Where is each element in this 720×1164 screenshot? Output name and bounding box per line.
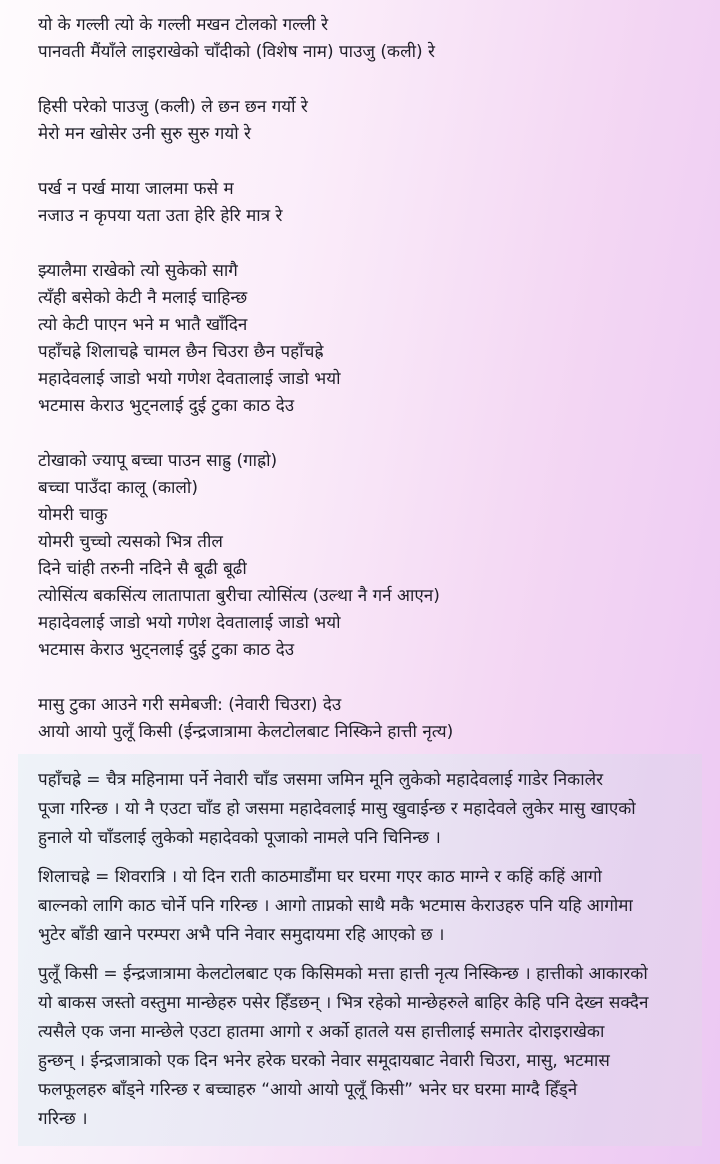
lyric-line: त्यो केटी पाएन भने म भातै खाँदिन (38, 315, 248, 335)
lyric-stanza (38, 12, 690, 66)
lyric-line: बच्चा पाउँदा कालू (कालो) (38, 478, 198, 498)
lyric-line: हिसी परेको पाउजु (कली) ले छन छन गर्यो रे (38, 97, 308, 117)
note-line: पुलूँ किसी = ईन्द्रजात्रामा केलटोलबाट एक किसिमको मत्ता हात्ती नृत्य निस्किन्छ । हात्तीको आकारको (38, 964, 648, 984)
lyric-line: त्योसिंत्य बकसिंत्य लातापाता बुरीचा त्योसिंत्य (उल्था नै गर्न आएन) (38, 586, 440, 606)
lyric-line: महादेवलाई जाडो भयो गणेश देवतालाई जाडो भयो (38, 369, 341, 389)
note-paragraph (38, 766, 684, 853)
note-line: त्यसैले एक जना मान्छेले एउटा हातमा आगो र अर्को हातले यस हात्तीलाई समातेर दोराइराखेका (38, 1022, 605, 1042)
lyric-line: त्यँही बसेको केटी नै मलाई चाहिन्छ (38, 288, 248, 308)
lyric-stanza (38, 258, 690, 420)
note-line: हुनाले यो चाँडलाई लुकेको महादेवको पूजाको नामले पनि चिनिन्छ । (38, 828, 441, 848)
note-line: भुटेर बाँडी खाने परम्परा अभै पनि नेवार समुदायमा रहि आएको छ । (38, 925, 445, 945)
note-line: शिलाचह्रे = शिवरात्रि । यो दिन राती काठमाडौंमा घर घरमा गएर काठ माग्ने र कहिं कहिं आगो (38, 867, 602, 887)
lyric-line: योमरी चुच्चो त्यसको भित्र तील (38, 532, 223, 552)
lyric-line: आयो आयो पुलूँ किसी (ईन्द्रजात्रामा केलटोलबाट निस्किने हात्ती नृत्य) (38, 722, 454, 742)
note-line: पूजा गरिन्छ । यो नै एउटा चाँड हो जसमा महादेवलाई मासु खुवाईन्छ र महादेवले लुकेर मासु खाएको (38, 799, 636, 819)
lyric-line: टोखाको ज्यापू बच्चा पाउन साह्रु (गाह्रो) (38, 451, 278, 471)
note-paragraph (38, 960, 684, 1134)
lyric-line: योमरी चाकु (38, 505, 108, 525)
note-line: यो बाकस जस्तो वस्तुमा मान्छेहरु पसेर हिँडछन् । भित्र रहेको मान्छेहरुले बाहिर केहि पनि देख्न सक्दैन (38, 993, 649, 1013)
note-line: फलफूलहरु बाँड्ने गरिन्छ र बच्चाहरु “आयो आयो पूलूँ किसी” भनेर घर घरमा माग्दै हिँड्ने (38, 1080, 578, 1100)
lyric-stanza (38, 448, 690, 664)
lyric-line: पानवती मैंयाँले लाइराखेको चाँदीको (विशेष नाम) पाउजु (कली) रे (38, 42, 436, 62)
lyric-line: मेरो मन खोसेर उनी सुरु सुरु गयो रे (38, 124, 251, 144)
lyric-line: दिने चांही तरुनी नदिने सै बूढी बूढी (38, 559, 247, 579)
lyric-line: मासु टुका आउने गरी समेबजी: (नेवारी चिउरा) देउ (38, 695, 342, 715)
note-line: हुन्छन् । ईन्द्रजात्राको एक दिन भनेर हरेक घरको नेवार समूदायबाट नेवारी चिउरा, मासु, भटमास (38, 1051, 610, 1071)
lyrics-section (38, 12, 690, 774)
note-paragraph (38, 863, 684, 950)
lyric-stanza (38, 94, 690, 148)
lyric-line: पहाँचह्रे शिलाचह्रे चामल छैन चिउरा छैन पहाँचह्रे (38, 342, 324, 362)
lyric-stanza (38, 692, 690, 746)
lyric-line: भटमास केराउ भुट्नलाई दुई टुका काठ देउ (38, 640, 295, 660)
notes-box (18, 754, 702, 1146)
lyric-line: महादेवलाई जाडो भयो गणेश देवतालाई जाडो भयो (38, 613, 341, 633)
lyric-line: यो के गल्ली त्यो के गल्ली मखन टोलको गल्ली रे (38, 15, 329, 35)
lyric-line: नजाउ न कृपया यता उता हेरि हेरि मात्र रे (38, 206, 283, 226)
lyric-line: झ्यालैमा राखेको त्यो सुकेको सागै (38, 261, 238, 281)
lyric-line: पर्ख न पर्ख माया जालमा फसे म (38, 179, 234, 199)
lyric-stanza (38, 176, 690, 230)
lyric-line: भटमास केराउ भुट्नलाई दुई टुका काठ देउ (38, 396, 295, 416)
note-line: बाल्नको लागि काठ चोर्ने पनि गरिन्छ । आगो ताप्नको साथै मकै भटमास केराउहरु पनि यहि आगोमा (38, 896, 633, 916)
note-line: गरिन्छ । (38, 1109, 88, 1129)
note-line: पहाँचह्रे = चैत्र महिनामा पर्ने नेवारी चाँड जसमा जमिन मूनि लुकेको महादेवलाई गाडेर निकालेर (38, 770, 604, 790)
